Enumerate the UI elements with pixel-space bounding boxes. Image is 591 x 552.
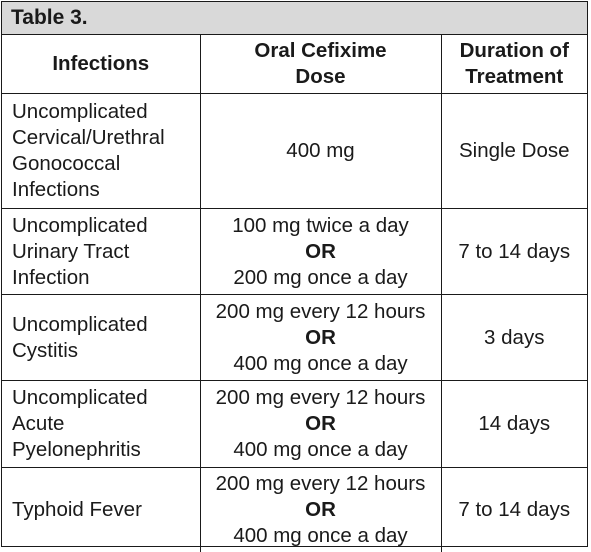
- header-dose-line: Oral Cefixime: [201, 38, 441, 64]
- header-row: [2, 35, 587, 94]
- infection-line: Cystitis: [12, 338, 196, 364]
- duration-cell: 3 days: [441, 295, 587, 381]
- table-row: [2, 209, 587, 295]
- duration-cell: 14 days: [441, 381, 587, 468]
- dose-line: 400 mg once a day: [201, 437, 441, 463]
- infection-line: Pyelonephritis: [12, 437, 196, 463]
- dose-cell: [200, 209, 441, 295]
- table-row: [2, 468, 587, 552]
- dose-line: 100 mg twice a day: [201, 213, 441, 239]
- dose-or: OR: [201, 325, 441, 351]
- infection-line: Infections: [12, 177, 196, 203]
- dose-line: 200 mg every 12 hours: [201, 471, 441, 497]
- header-dose-line: Dose: [201, 64, 441, 90]
- table-row: [2, 381, 587, 468]
- header-infections-line: Infections: [2, 51, 200, 77]
- header-dose: [200, 35, 441, 94]
- header-duration: [441, 35, 587, 94]
- duration-cell: 7 to 14 days: [441, 468, 587, 552]
- duration-cell: Single Dose: [441, 94, 587, 209]
- dose-cell: [200, 295, 441, 381]
- dose-or: OR: [201, 411, 441, 437]
- infection-cell: [2, 94, 200, 209]
- infection-cell: [2, 468, 200, 552]
- infection-line: Typhoid Fever: [12, 497, 196, 523]
- dose-cell: [200, 381, 441, 468]
- infection-line: Uncomplicated: [12, 385, 196, 411]
- infection-line: Uncomplicated: [12, 312, 196, 338]
- dose-cell: [200, 94, 441, 209]
- dose-line: 400 mg: [201, 138, 441, 164]
- dose-line: 400 mg once a day: [201, 523, 441, 549]
- infection-line: Acute: [12, 411, 196, 437]
- infection-line: Uncomplicated: [12, 99, 196, 125]
- dose-line: 200 mg once a day: [201, 265, 441, 291]
- dose-or: OR: [201, 239, 441, 265]
- infection-cell: [2, 381, 200, 468]
- infection-cell: [2, 295, 200, 381]
- infection-line: Infection: [12, 265, 196, 291]
- dose-or: OR: [201, 497, 441, 523]
- header-duration-line: Treatment: [442, 64, 588, 90]
- dose-cell: [200, 468, 441, 552]
- table-row: [2, 295, 587, 381]
- infection-line: Uncomplicated: [12, 213, 196, 239]
- table-row: [2, 94, 587, 209]
- infection-line: Cervical/Urethral: [12, 125, 196, 151]
- dose-line: 200 mg every 12 hours: [201, 385, 441, 411]
- table-caption: Table 3.: [2, 2, 587, 35]
- dose-line: 200 mg every 12 hours: [201, 299, 441, 325]
- infection-line: Urinary Tract: [12, 239, 196, 265]
- dosage-table: [2, 35, 587, 552]
- infection-cell: [2, 209, 200, 295]
- dose-line: 400 mg once a day: [201, 351, 441, 377]
- infection-line: Gonococcal: [12, 151, 196, 177]
- header-infections: [2, 35, 200, 94]
- duration-cell: 7 to 14 days: [441, 209, 587, 295]
- header-duration-line: Duration of: [442, 38, 588, 64]
- table-frame: [1, 1, 588, 547]
